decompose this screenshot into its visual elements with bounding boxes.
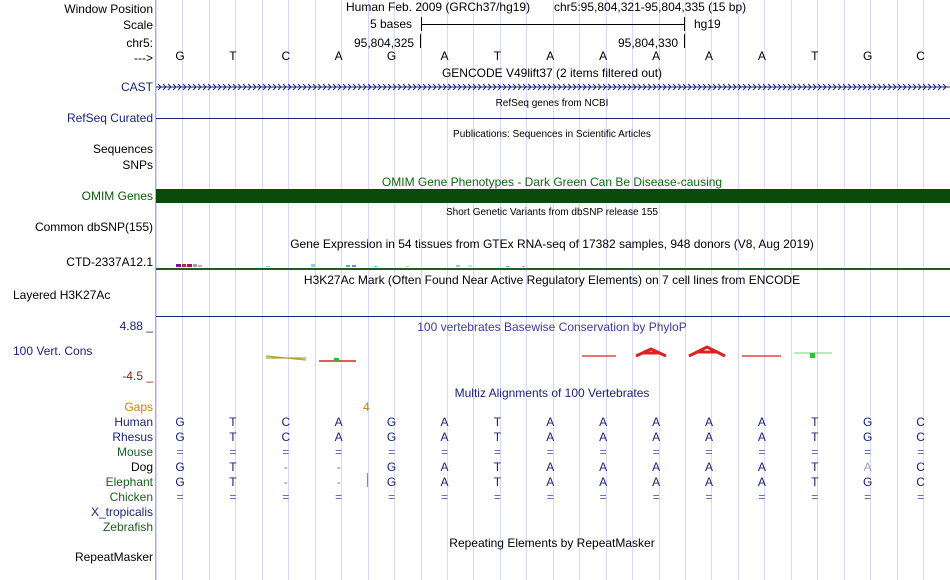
alignment-base: A — [652, 460, 661, 474]
alignment-base: = — [388, 490, 396, 504]
alignment-base: = — [440, 490, 448, 504]
alignment-base: T — [229, 460, 237, 474]
refseq-track-title[interactable]: RefSeq genes from NCBI — [495, 98, 609, 109]
snps-label[interactable]: SNPs — [122, 158, 153, 172]
alignment-base: G — [863, 475, 873, 489]
base-letter: A — [334, 49, 343, 63]
base-letter: A — [757, 49, 766, 63]
gtex-expression-bars[interactable] — [156, 262, 950, 270]
base-letter: T — [811, 49, 819, 63]
publications-track-title[interactable]: Publications: Sequences in Scientific Articles — [453, 129, 651, 140]
alignment-base: - — [283, 460, 288, 474]
alignment-base: C — [281, 415, 291, 429]
gap-marker — [367, 473, 368, 487]
alignment-base: C — [916, 460, 925, 474]
species-label[interactable]: Mouse — [116, 445, 153, 459]
base-letter: A — [440, 49, 449, 63]
dbsnp-track-title[interactable]: Short Genetic Variants from dbSNP release 155 — [446, 207, 658, 218]
species-label[interactable]: X_tropicalis — [90, 505, 153, 519]
alignment-base: A — [599, 430, 608, 444]
alignment-base: C — [916, 415, 925, 429]
alignment-base: G — [863, 415, 873, 429]
alignment-base: = — [335, 445, 343, 459]
alignment-base: C — [916, 475, 925, 489]
repeatmasker-label[interactable]: RepeatMasker — [74, 550, 153, 564]
alignment-base: = — [705, 490, 713, 504]
omim-label[interactable]: OMIM Genes — [81, 189, 153, 203]
gtex-track-title[interactable]: Gene Expression in 54 tissues from GTEx RNA-seq of 17382 samples, 948 donors (V8, Aug 2019) — [290, 237, 814, 251]
alignment-base: = — [546, 490, 554, 504]
base-letter: C — [281, 49, 291, 63]
alignment-base: G — [386, 475, 397, 489]
refseq-gene-line[interactable] — [156, 118, 950, 119]
gtex-gene-label[interactable]: CTD-2337A12.1 — [66, 255, 153, 269]
phylop-max: 4.88 _ — [119, 319, 153, 333]
species-label[interactable]: Zebrafish — [102, 520, 153, 534]
alignment-base: A — [440, 430, 449, 444]
gencode-transcript[interactable] — [156, 82, 950, 92]
alignment-base: = — [705, 445, 713, 459]
alignment-base: = — [176, 490, 184, 504]
multiz-track-title[interactable]: Multiz Alignments of 100 Vertebrates — [454, 386, 650, 400]
alignment-base: = — [864, 490, 872, 504]
gaps-label[interactable]: Gaps — [124, 400, 153, 414]
alignment-base: = — [546, 445, 554, 459]
gap-count[interactable]: 4 — [363, 400, 370, 414]
base-letter: A — [652, 49, 661, 63]
alignment-base: G — [386, 415, 397, 429]
alignment-base: = — [599, 445, 607, 459]
alignment-base: = — [917, 490, 925, 504]
alignment-base: G — [175, 415, 185, 429]
alignment-base: = — [493, 490, 501, 504]
alignment-base: A — [599, 460, 608, 474]
base-letter: C — [916, 49, 925, 63]
alignment-base: T — [811, 430, 819, 444]
chrom-label: chr5: — [126, 36, 153, 50]
alignment-base: A — [599, 475, 608, 489]
scale-db: hg19 — [694, 17, 721, 31]
alignment-base: = — [440, 445, 448, 459]
alignment-base: A — [704, 415, 713, 429]
alignment-base: A — [440, 460, 449, 474]
phylop-conservation-glyphs[interactable] — [156, 340, 950, 370]
alignment-base: G — [175, 475, 185, 489]
alignment-base: C — [281, 430, 291, 444]
alignment-base: A — [652, 415, 661, 429]
alignment-base: A — [704, 430, 713, 444]
alignment-base: G — [386, 460, 397, 474]
coord-right: 95,804,330 — [618, 36, 679, 50]
alignment-base: A — [704, 475, 713, 489]
alignment-base: A — [704, 460, 713, 474]
alignment-base: T — [229, 430, 237, 444]
coord-left: 95,804,325 — [354, 36, 415, 50]
refseq-label[interactable]: RefSeq Curated — [66, 111, 153, 125]
species-label[interactable]: Rhesus — [112, 430, 153, 444]
alignment-base: = — [811, 490, 819, 504]
base-letter: G — [175, 49, 185, 63]
alignment-base: G — [175, 430, 185, 444]
alignment-base: A — [334, 430, 343, 444]
alignment-base: G — [175, 460, 185, 474]
alignment-base: A — [652, 475, 661, 489]
alignment-base: T — [493, 460, 502, 474]
phylop-min: -4.5 _ — [122, 369, 153, 383]
alignment-base: = — [811, 445, 819, 459]
scale-bar — [421, 24, 685, 25]
base-letter: A — [599, 49, 608, 63]
phylop-label[interactable]: 100 Vert. Cons — [13, 344, 93, 358]
repeatmasker-track-title[interactable]: Repeating Elements by RepeatMasker — [449, 536, 655, 550]
alignment-base: A — [440, 475, 449, 489]
scale-text: 5 bases — [370, 17, 413, 31]
alignment-base: T — [493, 430, 502, 444]
alignment-base: A — [546, 430, 555, 444]
gencode-track-title[interactable]: GENCODE V49lift37 (2 items filtered out) — [441, 66, 663, 80]
alignment-base: A — [863, 460, 872, 474]
base-letter: G — [386, 49, 397, 63]
base-letter: A — [546, 49, 555, 63]
alignment-base: = — [388, 445, 396, 459]
alignment-base: T — [811, 460, 819, 474]
alignment-base: A — [546, 460, 555, 474]
species-label[interactable]: Chicken — [109, 490, 153, 504]
gencode-item-cast[interactable]: CAST — [120, 80, 153, 94]
alignment-base: = — [652, 490, 660, 504]
alignment-base: T — [229, 415, 237, 429]
species-label[interactable]: Human — [114, 415, 153, 429]
alignment-base: A — [652, 430, 661, 444]
phylop-track-title[interactable]: 100 vertebrates Basewise Conservation by PhyloP — [417, 320, 687, 334]
alignment-base: A — [440, 415, 449, 429]
assembly-text: Human Feb. 2009 (GRCh37/hg19) — [346, 0, 531, 14]
alignment-base: = — [176, 445, 184, 459]
alignment-base: T — [811, 475, 819, 489]
alignment-base: = — [599, 490, 607, 504]
alignment-base: = — [758, 490, 766, 504]
alignment-base: T — [811, 415, 819, 429]
alignment-base: A — [757, 415, 766, 429]
coord-right-tick — [684, 34, 685, 48]
h3k27ac-track-title[interactable]: H3K27Ac Mark (Often Found Near Active Regulatory Elements) on 7 cell lines from ENCODE — [303, 273, 801, 287]
h3k27ac-baseline — [156, 316, 950, 317]
base-letter: T — [493, 49, 502, 63]
sequences-label[interactable]: Sequences — [92, 142, 153, 156]
alignment-base: = — [493, 445, 501, 459]
alignment-base: A — [757, 430, 766, 444]
alignment-base: = — [229, 490, 237, 504]
alignment-base: = — [758, 445, 766, 459]
alignment-base: - — [283, 475, 288, 489]
h3k27ac-label[interactable]: Layered H3K27Ac — [13, 288, 111, 302]
alignment-base: = — [229, 445, 237, 459]
scale-label: Scale — [122, 18, 153, 32]
alignment-base: A — [757, 460, 766, 474]
alignment-base: - — [336, 460, 341, 474]
alignment-base: G — [386, 430, 397, 444]
alignment-base: = — [282, 445, 290, 459]
alignment-base: = — [335, 490, 343, 504]
alignment-base: G — [863, 430, 873, 444]
scale-bar-right-tick — [684, 17, 685, 31]
window-position-label: Window Position — [64, 2, 153, 16]
base-letter: A — [704, 49, 713, 63]
base-letter: T — [229, 49, 237, 63]
species-label[interactable]: Elephant — [105, 475, 153, 489]
alignment-base: T — [493, 475, 502, 489]
alignment-base: - — [336, 475, 341, 489]
alignment-base: A — [334, 415, 343, 429]
species-label[interactable]: Dog — [130, 460, 153, 474]
omim-track-title[interactable]: OMIM Gene Phenotypes - Dark Green Can Be Disease-causing — [381, 175, 723, 189]
alignment-base: = — [917, 445, 925, 459]
base-letter: G — [863, 49, 873, 63]
omim-gene-bar[interactable] — [156, 189, 950, 203]
strand-label: ---> — [134, 51, 153, 65]
alignment-base: A — [757, 475, 766, 489]
alignment-base: T — [229, 475, 237, 489]
dbsnp-label[interactable]: Common dbSNP(155) — [34, 220, 153, 234]
position-text: chr5:95,804,321-95,804,335 (15 bp) — [554, 0, 747, 14]
alignment-base: A — [546, 475, 555, 489]
alignment-base: = — [864, 445, 872, 459]
alignment-base: T — [493, 415, 502, 429]
alignment-base: = — [652, 445, 660, 459]
coord-left-tick — [420, 34, 421, 48]
alignment-base: C — [916, 430, 925, 444]
alignment-base: A — [599, 415, 608, 429]
alignment-base: A — [546, 415, 555, 429]
alignment-base: = — [282, 490, 290, 504]
